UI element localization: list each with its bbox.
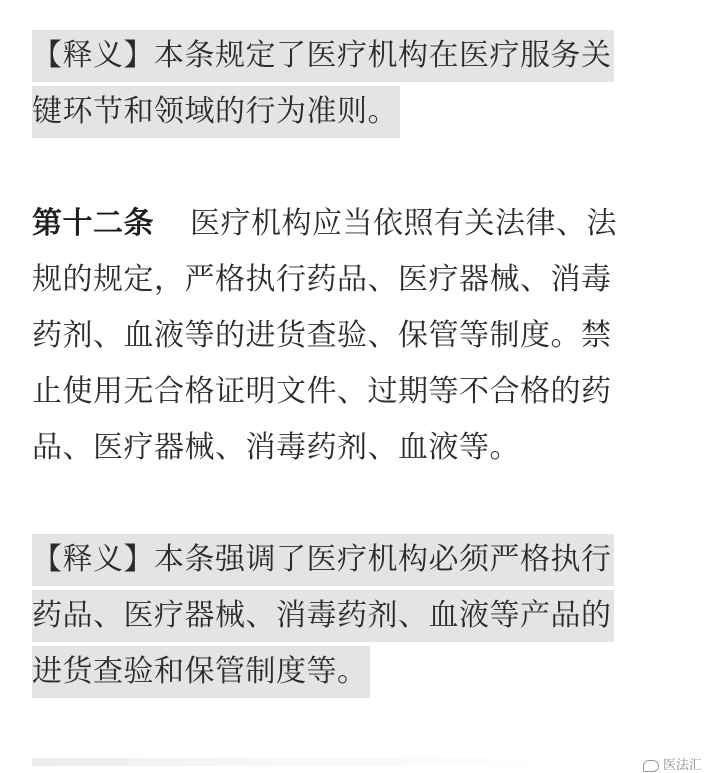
watermark-text: 医法汇: [662, 758, 702, 773]
article-12-paragraph: [32, 196, 688, 476]
article-line-5: 品、医疗器械、消毒药剂、血液等。: [32, 430, 520, 465]
interpretation-line-1: 【释义】本条规定了医疗机构在医疗服务关: [32, 30, 614, 82]
article-line-1: 医疗机构应当依照有关法律、法: [190, 206, 617, 241]
article-line-4: 止使用无合格证明文件、过期等不合格的药: [32, 374, 612, 409]
watermark: [643, 754, 702, 773]
interpretation-paragraph-1: [32, 28, 688, 140]
next-highlight-strip: [32, 758, 592, 766]
interpretation-line-2: 键环节和领域的行为准则。: [32, 86, 400, 138]
interpretation-line-2: 药品、医疗器械、消毒药剂、血液等产品的: [32, 590, 614, 642]
interpretation-paragraph-2: [32, 532, 688, 700]
article-line-3: 药剂、血液等的进货查验、保管等制度。禁: [32, 318, 612, 353]
interpretation-line-3: 进货查验和保管制度等。: [32, 646, 370, 698]
interpretation-line-1: 【释义】本条强调了医疗机构必须严格执行: [32, 534, 614, 586]
article-heading: 第十二条: [32, 206, 154, 241]
article-line-2: 规的规定，严格执行药品、医疗器械、消毒: [32, 262, 612, 297]
page-footer: [0, 744, 720, 773]
